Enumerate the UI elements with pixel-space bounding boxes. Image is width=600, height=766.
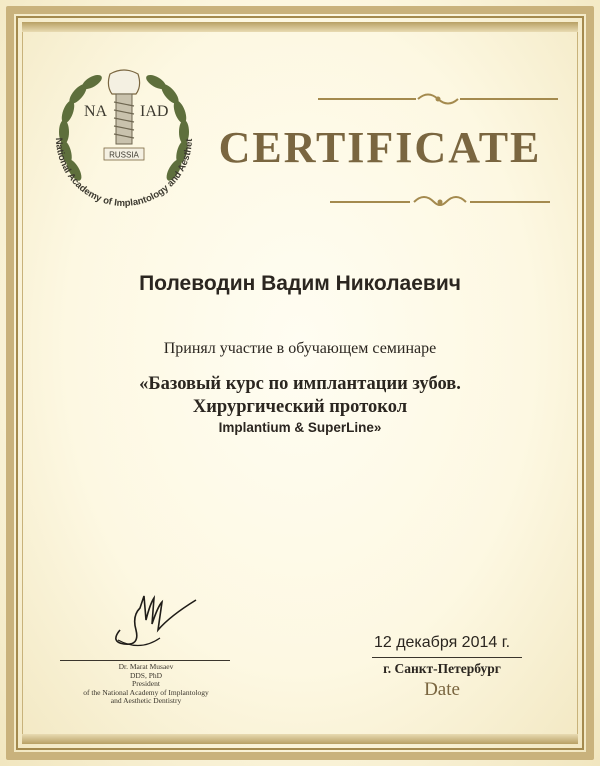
signer-org-line-2: and Aesthetic Dentistry	[110, 696, 182, 706]
svg-text:RUSSIA: RUSSIA	[109, 150, 139, 160]
signer-degree: DDS, PhD	[129, 670, 163, 680]
certificate-title: CERTIFICATE	[218, 123, 542, 172]
signature-line	[60, 660, 230, 661]
participation-text: Принял участие в обучающем семинаре	[163, 340, 437, 357]
signer-block	[58, 663, 234, 706]
date-value: 12 декабря 2014 г.	[373, 634, 511, 651]
svg-text:National Academy of Implantolo: National Academy of Implantology and Aesthet	[52, 137, 196, 210]
svg-text:IAD: IAD	[140, 103, 169, 120]
course-title-line-3: Implantium & SuperLine»	[218, 420, 382, 435]
signer-role: President	[132, 679, 160, 689]
signer-name: Dr. Marat Musaev	[118, 662, 174, 671]
laurel-wreath-icon	[44, 60, 204, 220]
course-title-line-2: Хирургический протокол	[192, 397, 408, 417]
svg-text:NA: NA	[84, 103, 108, 120]
course-title-line-1: «Базовый курс по имплантации зубов.	[139, 374, 461, 394]
bottom-ornament-icon	[330, 192, 550, 212]
bottom-border-band	[22, 734, 578, 744]
naiad-logo	[44, 60, 204, 220]
date-line	[372, 657, 522, 658]
place-value: г. Санкт-Петербург	[383, 661, 501, 676]
handwritten-signature	[100, 590, 210, 660]
top-ornament-icon	[318, 90, 558, 108]
recipient-name: Полеводин Вадим Николаевич	[139, 272, 461, 295]
date-label: Date	[424, 679, 460, 700]
signer-org-line-1: of the National Academy of Implantology	[83, 687, 209, 697]
top-border-band	[22, 22, 578, 32]
